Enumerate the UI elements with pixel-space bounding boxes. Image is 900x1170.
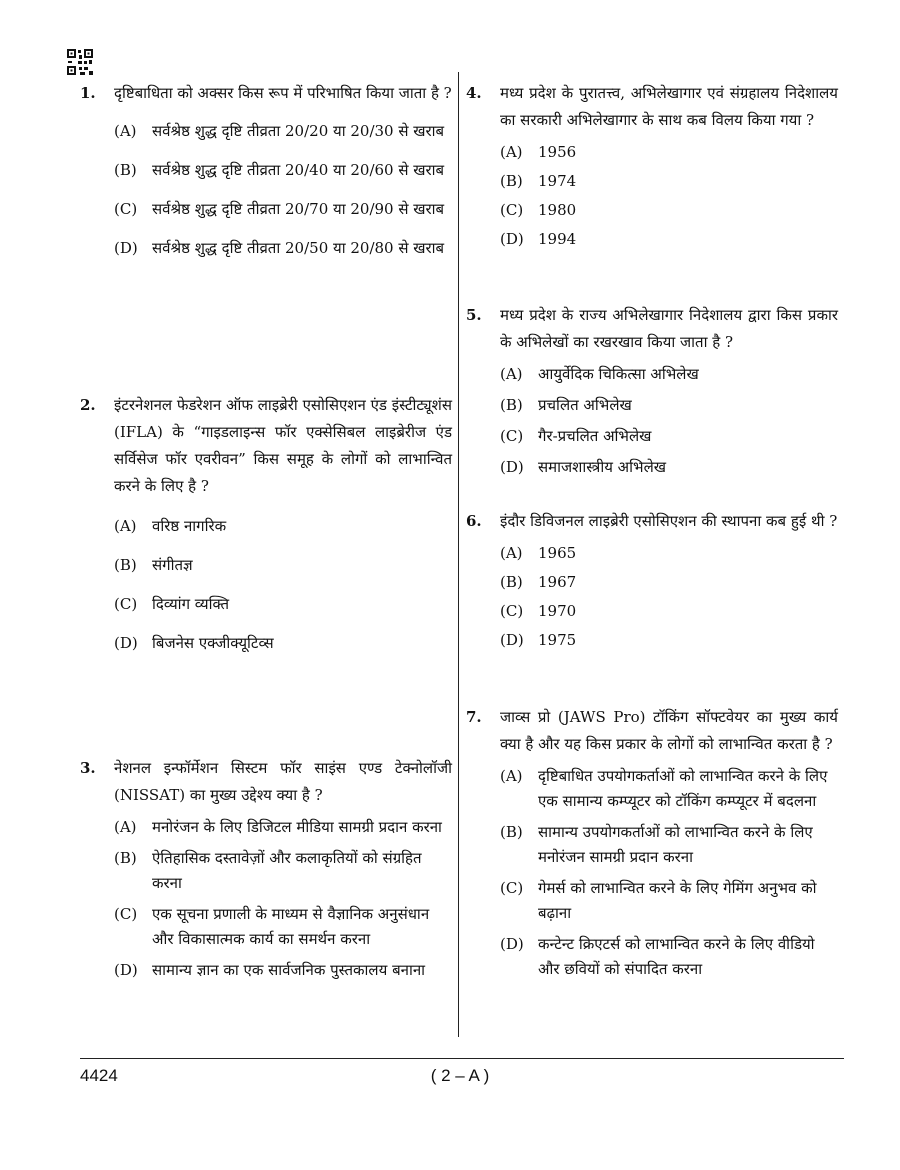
option-text: 1956 xyxy=(538,143,577,161)
question-1 xyxy=(80,80,452,261)
option-d[interactable] xyxy=(500,227,838,252)
question-number: 5. xyxy=(466,306,482,324)
option-text: 1965 xyxy=(538,544,577,562)
option-list xyxy=(114,119,452,261)
option-label: (A) xyxy=(114,818,137,836)
option-b[interactable] xyxy=(114,846,452,896)
option-b[interactable] xyxy=(500,169,838,194)
option-text: सर्वश्रेष्ठ शुद्ध दृष्टि तीव्रता 20/50 या 20/80 से खराब xyxy=(152,239,445,257)
option-label: (A) xyxy=(500,143,523,161)
option-d[interactable] xyxy=(114,236,452,261)
page-number: ( 2 – A ) xyxy=(430,1066,490,1085)
option-label: (D) xyxy=(500,230,524,248)
option-text: सर्वश्रेष्ठ शुद्ध दृष्टि तीव्रता 20/70 या 20/90 से खराब xyxy=(152,200,445,218)
option-label: (C) xyxy=(114,905,138,923)
option-list xyxy=(500,541,838,653)
option-c[interactable] xyxy=(114,592,452,617)
option-d[interactable] xyxy=(114,631,452,656)
option-a[interactable] xyxy=(114,815,452,840)
option-c[interactable] xyxy=(500,198,838,223)
option-list xyxy=(114,815,452,983)
question-number: 6. xyxy=(466,512,482,530)
option-label: (B) xyxy=(500,172,523,190)
option-label: (C) xyxy=(500,201,524,219)
option-text: 1967 xyxy=(538,573,577,591)
option-text: एक सूचना प्रणाली के माध्यम से वैज्ञानिक अनुसंधान और विकासात्मक कार्य का समर्थन करना xyxy=(152,905,430,948)
question-5 xyxy=(466,302,838,480)
question-text: इंटरनेशनल फेडरेशन ऑफ लाइब्रेरी एसोसिएशन एंड इंस्टीट्यूशंस (IFLA) के “गाइडलाइन्स फॉर एक्सेसिबल लाइब्रेरीज एंड सर्विसेज फॉर एवरीवन” किस समूह के लोगों को लाभान्वित करने के लिए है ? xyxy=(114,396,452,495)
option-label: (C) xyxy=(114,595,138,613)
qr-code-icon xyxy=(66,48,94,76)
option-d[interactable] xyxy=(114,958,452,983)
option-label: (D) xyxy=(114,239,138,257)
option-label: (C) xyxy=(114,200,138,218)
question-2 xyxy=(80,392,452,656)
option-b[interactable] xyxy=(500,820,838,870)
option-text: समाजशास्त्रीय अभिलेख xyxy=(538,458,667,476)
option-b[interactable] xyxy=(500,570,838,595)
booklet-code: 4424 xyxy=(80,1066,118,1085)
option-label: (D) xyxy=(114,961,138,979)
option-text: 1980 xyxy=(538,201,577,219)
option-label: (A) xyxy=(114,517,137,535)
option-text: गैर-प्रचलित अभिलेख xyxy=(538,427,652,445)
option-a[interactable] xyxy=(500,541,838,566)
option-text: 1974 xyxy=(538,172,577,190)
option-a[interactable] xyxy=(500,764,838,814)
column-divider xyxy=(458,72,459,1037)
option-a[interactable] xyxy=(500,362,838,387)
option-text: मनोरंजन के लिए डिजिटल मीडिया सामग्री प्रदान करना xyxy=(152,818,442,836)
option-label: (B) xyxy=(114,849,137,867)
question-text: नेशनल इन्फॉर्मेशन सिस्टम फॉर साइंस एण्ड टेक्नोलॉजी (NISSAT) का मुख्य उद्देश्य क्या है ? xyxy=(114,759,452,804)
option-text: कन्टेन्ट क्रिएटर्स को लाभान्वित करने के लिए वीडियो और छवियों को संपादित करना xyxy=(538,935,815,978)
question-number: 2. xyxy=(80,396,96,414)
footer-rule xyxy=(80,1058,844,1059)
option-text: सर्वश्रेष्ठ शुद्ध दृष्टि तीव्रता 20/20 या 20/30 से खराब xyxy=(152,122,445,140)
option-label: (D) xyxy=(114,634,138,652)
question-6 xyxy=(466,508,838,653)
option-c[interactable] xyxy=(500,424,838,449)
option-text: गेमर्स को लाभान्वित करने के लिए गेमिंग अनुभव को बढ़ाना xyxy=(538,879,817,922)
question-text: मध्य प्रदेश के राज्य अभिलेखागार निदेशालय द्वारा किस प्रकार के अभिलेखों का रखरखाव किया जाता है ? xyxy=(500,306,838,351)
option-text: सामान्य ज्ञान का एक सार्वजनिक पुस्तकालय बनाना xyxy=(152,961,426,979)
option-c[interactable] xyxy=(114,197,452,222)
option-text: बिजनेस एक्जीक्यूटिव्स xyxy=(152,634,274,652)
question-number: 4. xyxy=(466,84,482,102)
question-text: इंदौर डिविजनल लाइब्रेरी एसोसिएशन की स्थापना कब हुई थी ? xyxy=(500,512,838,530)
option-list xyxy=(500,140,838,252)
option-a[interactable] xyxy=(114,514,452,539)
option-list xyxy=(114,514,452,656)
option-c[interactable] xyxy=(114,902,452,952)
option-a[interactable] xyxy=(500,140,838,165)
option-text: वरिष्ठ नागरिक xyxy=(152,517,227,535)
option-label: (B) xyxy=(500,573,523,591)
option-c[interactable] xyxy=(500,599,838,624)
question-3 xyxy=(80,755,452,983)
question-text: दृष्टिबाधिता को अक्सर किस रूप में परिभाषित किया जाता है ? xyxy=(114,84,452,102)
option-d[interactable] xyxy=(500,628,838,653)
option-label: (C) xyxy=(500,427,524,445)
option-b[interactable] xyxy=(114,158,452,183)
question-number: 7. xyxy=(466,708,482,726)
option-label: (B) xyxy=(500,396,523,414)
option-label: (A) xyxy=(500,365,523,383)
option-text: आयुर्वेदिक चिकित्सा अभिलेख xyxy=(538,365,699,383)
option-b[interactable] xyxy=(114,553,452,578)
option-label: (D) xyxy=(500,458,524,476)
question-7 xyxy=(466,704,838,982)
option-label: (D) xyxy=(500,631,524,649)
option-label: (D) xyxy=(500,935,524,953)
option-text: सामान्य उपयोगकर्ताओं को लाभान्वित करने के लिए मनोरंजन सामग्री प्रदान करना xyxy=(538,823,813,866)
option-list xyxy=(500,362,838,480)
question-text: मध्य प्रदेश के पुरातत्त्व, अभिलेखागार एवं संग्रहालय निदेशालय का सरकारी अभिलेखागार के साथ कब विलय किया गया ? xyxy=(500,84,838,129)
option-label: (B) xyxy=(114,161,137,179)
question-number: 1. xyxy=(80,84,96,102)
option-d[interactable] xyxy=(500,455,838,480)
option-text: 1970 xyxy=(538,602,577,620)
option-d[interactable] xyxy=(500,932,838,982)
option-label: (C) xyxy=(500,602,524,620)
option-c[interactable] xyxy=(500,876,838,926)
option-a[interactable] xyxy=(114,119,452,144)
option-list xyxy=(500,764,838,982)
option-text: प्रचलित अभिलेख xyxy=(538,396,632,414)
option-text: दृष्टिबाधित उपयोगकर्ताओं को लाभान्वित करने के लिए एक सामान्य कम्प्यूटर को टॉकिंग कम्प्यूटर में बदलना xyxy=(538,767,828,810)
option-label: (B) xyxy=(114,556,137,574)
option-text: सर्वश्रेष्ठ शुद्ध दृष्टि तीव्रता 20/40 या 20/60 से खराब xyxy=(152,161,445,179)
question-4 xyxy=(466,80,838,252)
option-label: (A) xyxy=(114,122,137,140)
option-label: (C) xyxy=(500,879,524,897)
option-text: ऐतिहासिक दस्तावेज़ों और कलाकृतियों को संग्रहित करना xyxy=(152,849,422,892)
option-text: दिव्यांग व्यक्ति xyxy=(152,595,230,613)
question-text: जाव्स प्रो (JAWS Pro) टॉकिंग सॉफ्टवेयर का मुख्य कार्य क्या है और यह किस प्रकार के लोगों को लाभान्वित करता है ? xyxy=(500,708,838,753)
option-label: (A) xyxy=(500,544,523,562)
option-text: संगीतज्ञ xyxy=(152,556,193,574)
question-number: 3. xyxy=(80,759,96,777)
option-b[interactable] xyxy=(500,393,838,418)
option-text: 1975 xyxy=(538,631,577,649)
option-label: (B) xyxy=(500,823,523,841)
option-text: 1994 xyxy=(538,230,577,248)
option-label: (A) xyxy=(500,767,523,785)
